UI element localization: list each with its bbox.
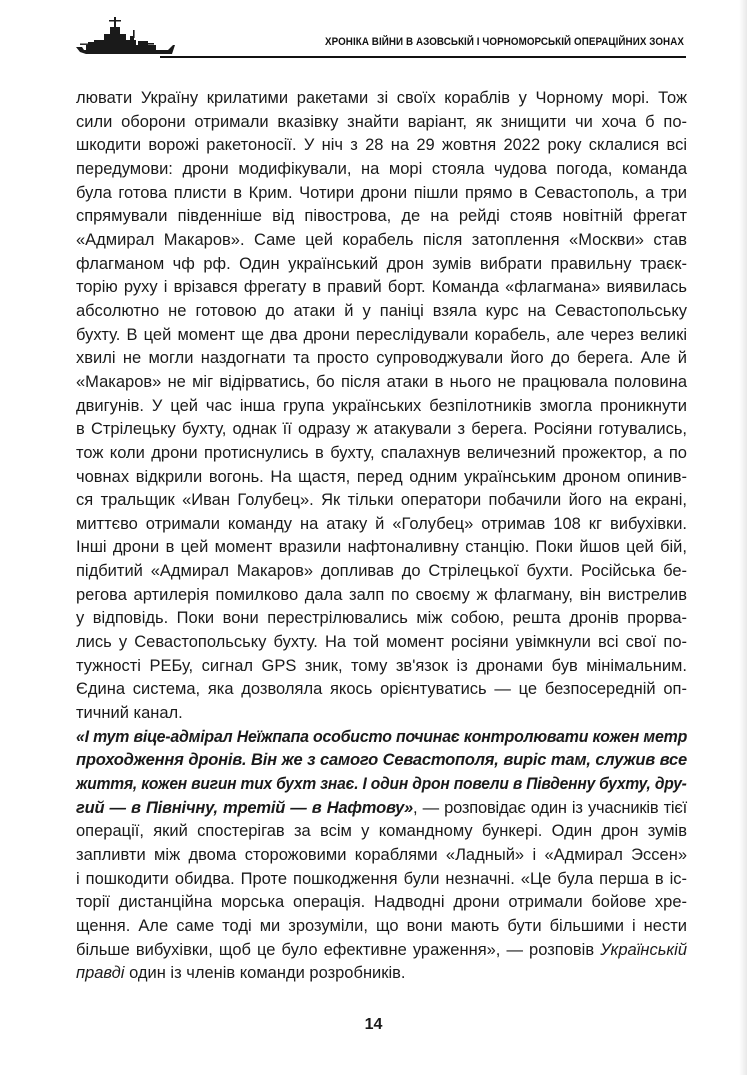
text-line: двигунів. У цей час інша група українських безпілотників змогла проникнути <box>76 396 687 415</box>
header-rule <box>160 56 686 58</box>
running-head-title: ХРОНІКА ВІЙНИ В АЗОВСЬКІЙ І ЧОРНОМОРСЬКІЙ ОПЕРАЦІЙНИХ ЗОНАХ <box>324 36 684 48</box>
attribution-fragment: , — розповідає один із учасників тієї <box>413 798 688 817</box>
quote-line: життя, кожен вигин тих бухт знає. І один дрон повели в Південну бухту, дру- <box>76 775 687 794</box>
text-line: була готова плисти в Крим. Чотири дрони пішли прямо в Севастополь, а три <box>76 183 687 202</box>
page-edge-shadow <box>739 0 747 1075</box>
text-line: передумови: дрони модифікували, на морі стояла чудова погода, команда <box>76 159 687 178</box>
running-header <box>76 14 686 62</box>
text-line: лювати Україну крилатими ракетами зі своїх кораблів у Чорному морі. Тож <box>76 89 687 107</box>
quote-fragment: гий — в Північну, третій — в Нафтову» <box>76 798 414 817</box>
body-text <box>76 87 687 986</box>
publication-name-part-1: Українській <box>600 940 687 959</box>
page-number: 14 <box>364 1016 383 1033</box>
text-line: «Макаров» не міг відірватись, бо після атаки в нього не працювала половина <box>76 372 687 391</box>
text-line: щення. Але саме тоді ми зрозуміли, що вони мають бути більшими і нести <box>76 916 687 935</box>
mixed-ital-line <box>76 939 687 963</box>
text-fragment: більше вибухівки, щоб це було ефективне ураження», — розповів <box>76 940 595 959</box>
text-line: спрямували південніше від півострова, де на рейді стояв новітній фрегат <box>76 207 687 226</box>
quote-line: «І тут віце-адмірал Неїжпапа особисто починає контролювати кожен метр <box>76 727 688 746</box>
text-line: у відповідь. Поки вони перестрілювались між собою, решта дронів прорва- <box>76 609 687 628</box>
text-line: регова артилерія помилково дала залп по своєму ж флагману, він вистрелив <box>76 585 687 604</box>
text-line: торії дистанційна морська операція. Надводні дрони отримали бойове хре- <box>76 893 687 912</box>
text-line: хвилі не могли наздогнати та просто супроводжували його до берега. Але й <box>76 349 687 368</box>
text-line: шкодити ворожі ракетоносії. У ніч з 28 на 29 жовтня 2022 року склалися всі <box>76 136 687 155</box>
text-line: флагманом чф рф. Один український дрон зумів вибрати правильну траєк- <box>76 254 687 273</box>
text-line: в Стрілецьку бухту, однак її одразу ж атакували з берега. Росіяни готувались, <box>76 420 687 439</box>
text-line: абсолютно не готовою до атаки й у паніці взяла курс на Севастопольську <box>76 301 687 320</box>
text-fragment: один із членів команди розробників. <box>129 964 406 983</box>
publication-name-part-2: правді <box>76 964 125 983</box>
text-line: лись у Севастопольську бухту. На той момент росіяни увімкнули всі свої по- <box>76 633 687 652</box>
quote-line: проходження дронів. Він же з самого Севастополя, виріс там, служив все <box>76 751 687 770</box>
text-line: тож коли дрони протиснулись в бухту, спалахнув величезний прожектор, а по <box>76 443 687 462</box>
text-line: Інші дрони в цей момент вразили нафтоналивну станцію. Поки йшов цей бій, <box>76 538 687 557</box>
mixed-quote-line <box>76 797 687 821</box>
text-line: ся тральщик «Иван Голубец». Як тільки оператори побачили його на екрані, <box>76 491 687 510</box>
text-line: тужності РЕБу, сигнал GPS зник, тому зв'язок із дронами був мінімальним. <box>76 656 687 675</box>
final-line <box>76 962 687 986</box>
text-line: і пошкодити обидва. Проте пошкодження були незначні. «Це була перша в іс- <box>76 869 687 888</box>
text-line: «Адмирал Макаров». Саме цей корабель після затоплення «Москви» став <box>76 230 687 249</box>
text-line: миттєво отримали команду на атаку й «Голубец» отримав 108 кг вибухівки. <box>76 514 687 533</box>
warship-silhouette-icon <box>76 14 176 60</box>
text-line: торію руху і врізався фрегату в правий борт. Команда «флагмана» виявилась <box>76 278 687 297</box>
text-line: підбитий «Адмирал Макаров» допливав до Стрілецької бухти. Російська бе- <box>76 562 687 581</box>
text-line: Єдина система, яка дозволяла якось орієнтуватись — це безпосередній оп- <box>76 680 687 699</box>
text-line: тичний канал. <box>76 704 183 723</box>
text-line: запливти між двома сторожовими кораблями «Ладный» і «Адмирал Эссен» <box>76 846 687 864</box>
text-line: бухту. В цей момент ще два дрони переслідували корабель, але через великі <box>76 325 687 344</box>
text-line: човнах відкрили вогонь. На щастя, перед одним українським дроном опинив- <box>76 467 687 486</box>
text-line: сили оборони отримали вказівку знайти варіант, як знищити чи хоча б по- <box>76 112 687 131</box>
text-line: операції, який спостерігав за всім у командному бункері. Один дрон зумів <box>76 822 687 841</box>
